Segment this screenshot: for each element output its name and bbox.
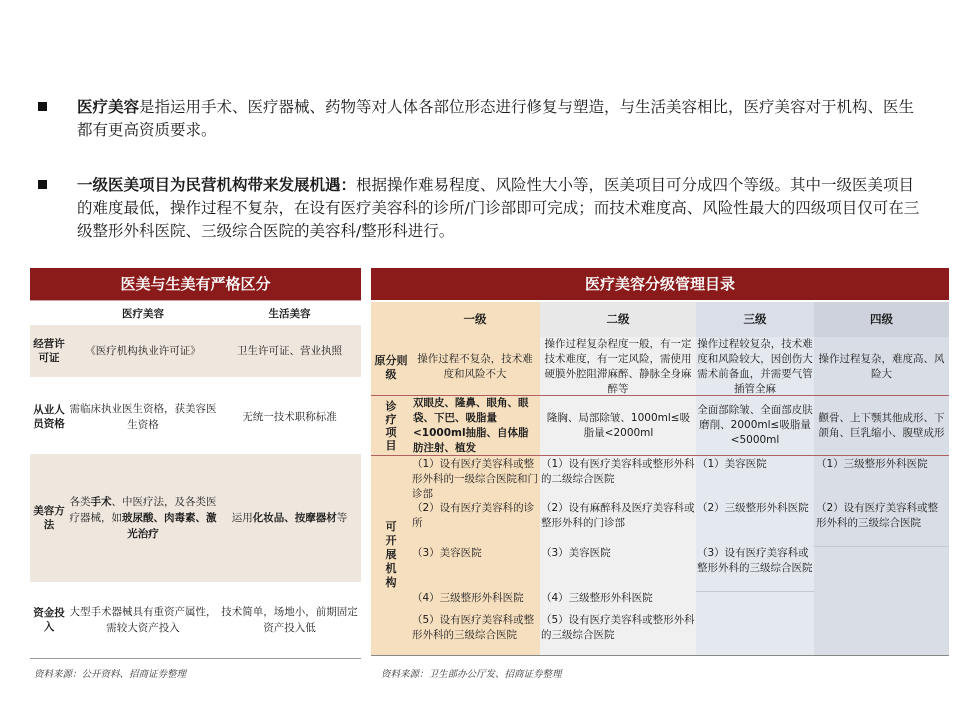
table-row [30,454,361,582]
inst-level1-item: （5）设有医疗美容科或整形外科的三级综合医院 [412,614,535,641]
cell-medical: 《医疗机构执业许可证》 [85,345,201,357]
inst-level1-item: （1）设有医疗美容科或整形外科的一级综合医院和门诊部 [412,458,538,500]
project-level1: 双眼皮、隆鼻、眼角、眼袋、下巴、吸脂量<1000ml抽脂、自体脂肪注射、植发 [413,396,529,454]
row-label: 从业人员资格 [33,404,65,430]
principle-level4: 操作过程复杂，难度高、风险大 [818,353,945,380]
cell-life: 运用化妆品、按摩器材等 [231,512,348,524]
inst-level3-item: （1）美容医院 [697,458,767,470]
bullet-bold-term: 一级医美项目为民营机构带来发展机遇： [77,176,357,194]
inst-level4-item: （2）设有医疗美容科或整形外科的三级综合医院 [816,502,939,529]
grading-table [371,268,949,300]
bullet-text: 根据操作难易程度、风险性大小等，医美项目可分成四个等级。其中一级医美项目的难度最低，操作过程不复杂，在设有医疗美容科的诊所/门诊部即可完成；而技术难度高、风险性最大的四级项目仅可在三级整形外科医院、三级综合医院的美容科/整形科进行。 [77,176,920,240]
project-level3: 全面部除皱、全面部皮肤磨削、2000ml≤吸脂量<5000ml [697,404,813,446]
principle-level2: 操作过程复杂程度一般，有一定技术难度，有一定风险，需使用硬膜外腔阻滞麻醉、静脉全身麻醉等 [544,338,692,395]
level-header-1: 一级 [410,302,540,337]
comparison-column-headers [30,301,361,326]
table-row [30,590,361,650]
bullet-medical-beauty [38,96,928,142]
cell-medical: 需临床执业医生资格，获美容医生资格 [69,403,217,431]
principle-level1: 操作过程不复杂，技术难度和风险不大 [417,353,533,380]
inst-level2-item: （2）设有麻醉科及医疗美容科或整形外科的门诊部 [541,502,695,529]
cell-divider [814,546,949,547]
inst-level2-item: （3）美容医院 [541,547,611,559]
inst-level3-item: （3）设有医疗美容科或整形外科的三级综合医院 [697,547,813,574]
row-label: 经营许可证 [33,338,65,364]
inst-level1-item: （4）三级整形外科医院 [412,592,524,604]
inst-level1-item: （3）美容医院 [412,547,482,559]
cell-life: 卫生许可证、营业执照 [237,345,342,357]
level-header-3: 三级 [696,302,814,337]
inst-level4-item: （1）三级整形外科医院 [816,458,928,470]
cell-divider [696,591,814,592]
principle-level3: 操作过程较复杂，技术难度和风险较大，因创伤大需术前备血，并需要气管插管全麻 [697,338,813,395]
cell-medical: 大型手术器械具有重资产属性，需较大资产投入 [69,606,217,634]
inst-level2-item: （1）设有医疗美容科或整形外科的二级综合医院 [541,458,695,485]
right-source-note: 资料来源：卫生部办公厅发、招商证券整理 [381,669,562,680]
comparison-table [30,268,361,634]
left-source-note: 资料来源：公开资料、招商证券整理 [34,669,187,680]
project-level4: 颧骨、上下颚其他成形、下颌角、巨乳缩小、腹壁成形 [818,411,945,439]
row-label-principle: 原分则级 [374,354,408,381]
project-level2: 隆胸、局部除皱、1000ml≤吸脂量<2000ml [546,411,691,439]
row-label: 资金投入 [33,607,65,633]
row-label-project: 诊疗项目 [385,400,397,452]
bullet-bold-term: 医疗美容 [77,98,140,116]
table-bottom-rule [371,655,949,656]
inst-level2-item: （4）三级整形外科医院 [541,592,653,604]
level-header-2: 二级 [540,302,696,337]
inst-level1-item: （2）设有医疗美容科的诊所 [412,502,535,529]
bullet-square-icon [38,180,47,189]
col-header-medical: 医疗美容 [122,308,164,320]
comparison-table-title: 医美与生美有严格区分 [30,268,361,301]
bullet-level-one-opportunity [38,174,928,243]
bullet-text: 是指运用手术、医疗器械、药物等对人体各部位形态进行修复与塑造，与生活美容相比，医疗美容对于机构、医生都有更高资质要求。 [77,98,915,139]
table-row [30,387,361,447]
table-bottom-rule [30,658,361,659]
row-label-institution: 可开展机构 [385,520,397,589]
cell-life: 无统一技术职称标准 [242,411,337,423]
table-row [30,325,361,377]
cell-life: 技术简单，场地小，前期固定资产投入低 [221,606,358,634]
inst-level3-item: （2）三级整形外科医院 [697,502,809,514]
cell-medical: 各类手术、中医疗法，及各类医疗器械，如玻尿酸、肉毒素、激光治疗 [69,496,217,540]
bullet-square-icon [38,102,47,111]
row-label: 美容方法 [33,505,65,531]
col-header-life: 生活美容 [268,308,311,320]
level-header-4: 四级 [814,302,949,337]
inst-level2-item: （5）设有医疗美容科或整形外科的三级综合医院 [541,614,695,641]
grading-table-title: 医疗美容分级管理目录 [371,268,949,300]
corner-cell [371,302,410,337]
